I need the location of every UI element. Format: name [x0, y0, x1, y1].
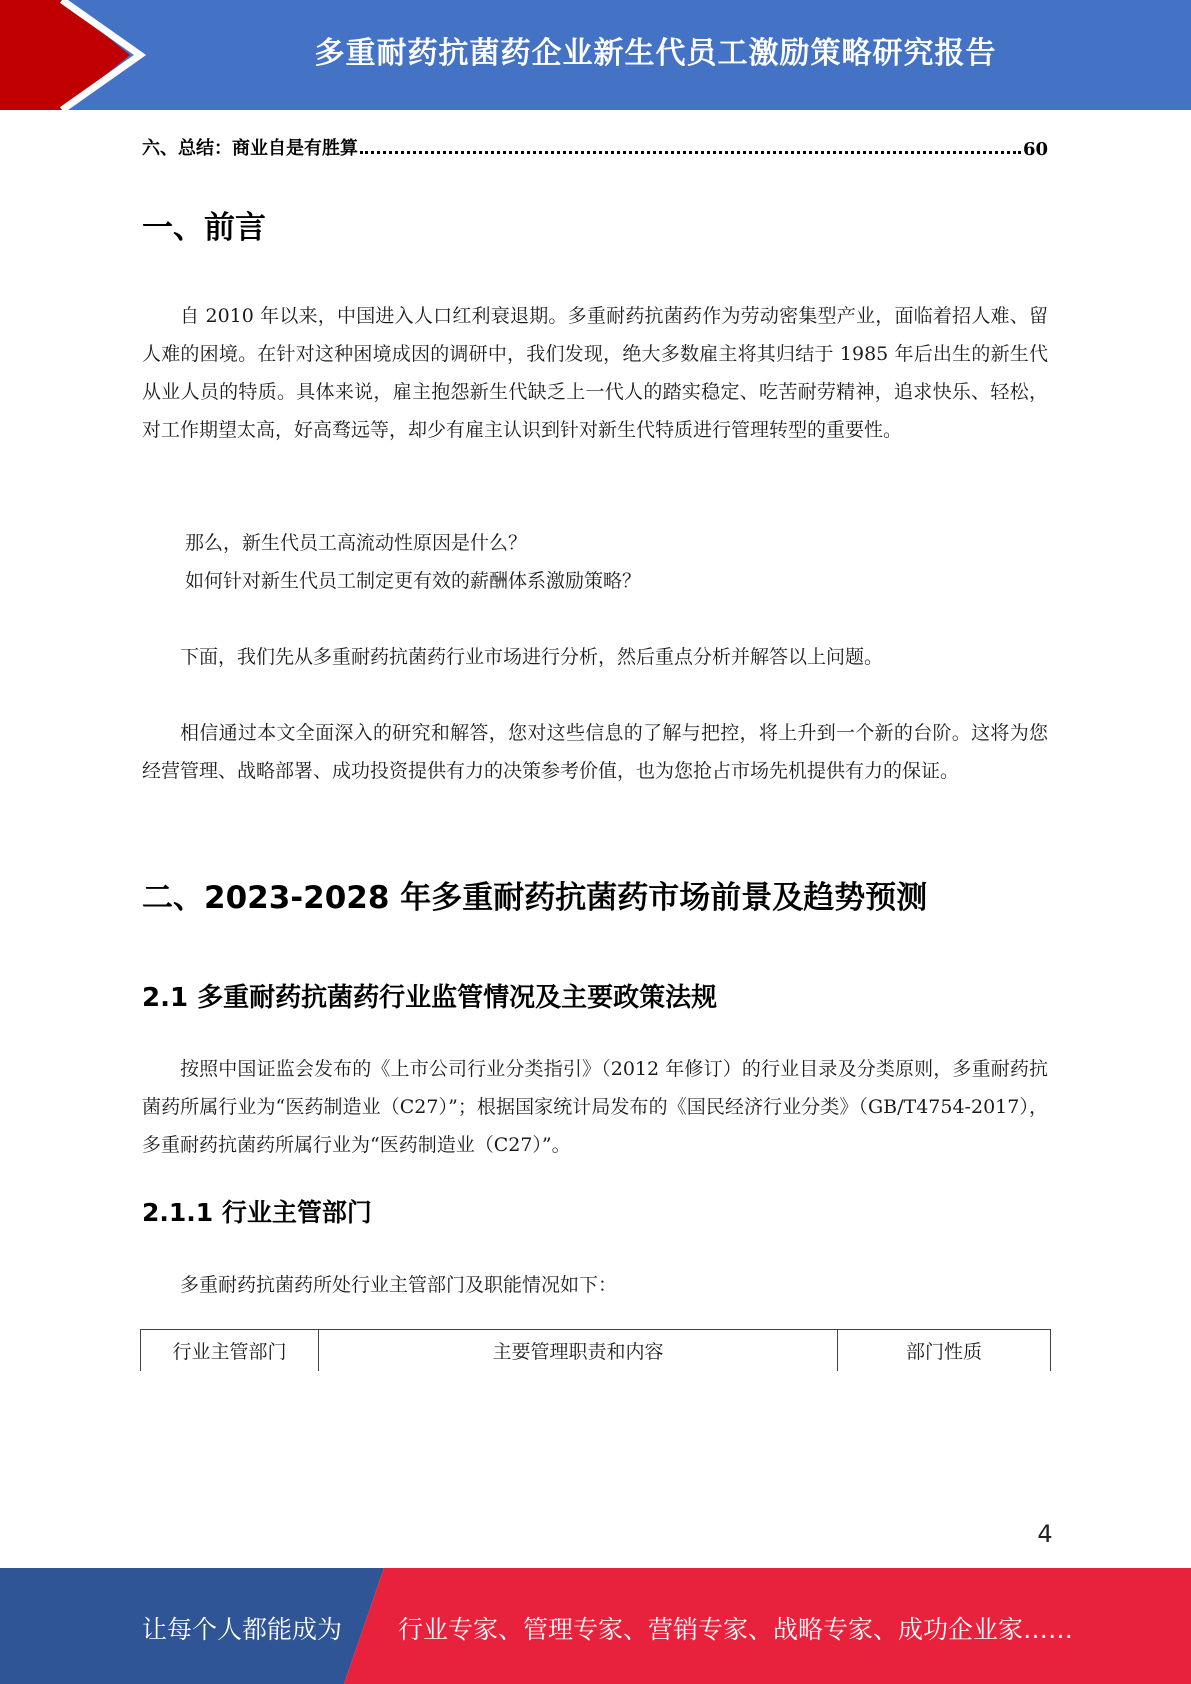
section-2-1-paragraph: 按照中国证监会发布的《上市公司行业分类指引》（2012 年修订）的行业目录及分类原则，多重耐药抗菌药所属行业为“医药制造业（C27）”；根据国家统计局发布的《国民经济行业分类》（GB/T4754-2017），多重耐药抗菌药所属行业为“医药制造业（C27）”。: [142, 1058, 1048, 1156]
table-header-row: [141, 1330, 1051, 1372]
table-header-department: 行业主管部门: [141, 1330, 319, 1372]
page-number: 4: [1037, 1520, 1053, 1548]
intro-paragraph-3: 相信通过本文全面深入的研究和解答，您对这些信息的了解与把控，将上升到一个新的台阶。这将为您经营管理、战略部署、成功投资提供有力的决策参考价值，也为您抢占市场先机提供有力的保证。: [142, 722, 1048, 782]
footer-slogan-left: 让每个人都能成为: [142, 1615, 343, 1644]
toc-dot-leader: [360, 151, 1021, 154]
intro-paragraph-1: 自 2010 年以来，中国进入人口红利衰退期。多重耐药抗菌药作为劳动密集型产业，面临着招人难、留人难的困境。在针对这种困境成因的调研中，我们发现，绝大多数雇主将其归结于 1985 年后出生的新生代从业人员的特质。具体来说，雇主抱怨新生代缺乏上一代人的踏实稳定、吃苦耐劳精神，追求快乐、轻松，对工作期望太高，好高骛远等，却少有雇主认识到针对新生代特质进行管理转型的重要性。: [142, 305, 1048, 441]
section-2-1-1-paragraph: 多重耐药抗菌药所处行业主管部门及职能情况如下：: [180, 1274, 618, 1296]
footer-banner: [0, 1568, 1191, 1684]
question-2: 如何针对新生代员工制定更有效的薪酬体系激励策略？: [185, 570, 642, 592]
toc-page-number: 60: [1022, 139, 1048, 160]
section-2-1-1-heading: 2.1.1 行业主管部门: [142, 1198, 372, 1227]
report-title: 多重耐药抗菌药企业新生代员工激励策略研究报告: [314, 36, 997, 71]
footer-slogan-right: 行业专家、管理专家、营销专家、战略专家、成功企业家……: [398, 1615, 1074, 1644]
toc-entry[interactable]: [142, 130, 1048, 160]
intro-paragraph-2: 下面，我们先从多重耐药抗菌药行业市场进行分析，然后重点分析并解答以上问题。: [180, 646, 884, 668]
table-header-duties: 主要管理职责和内容: [319, 1330, 838, 1372]
red-chevron-decoration: [0, 0, 160, 110]
section-2-1-heading: 2.1 多重耐药抗菌药行业监管情况及主要政策法规: [142, 983, 718, 1013]
question-1: 那么，新生代员工高流动性原因是什么？: [185, 532, 528, 554]
toc-entry-label: 六、总结：商业自是有胜算: [142, 138, 358, 159]
intro-heading: 一、前言: [142, 210, 266, 246]
header-banner: [0, 0, 1191, 110]
department-table: [140, 1329, 1051, 1371]
market-heading: 二、2023-2028 年多重耐药抗菌药市场前景及趋势预测: [142, 880, 928, 916]
table-header-nature: 部门性质: [838, 1330, 1051, 1372]
